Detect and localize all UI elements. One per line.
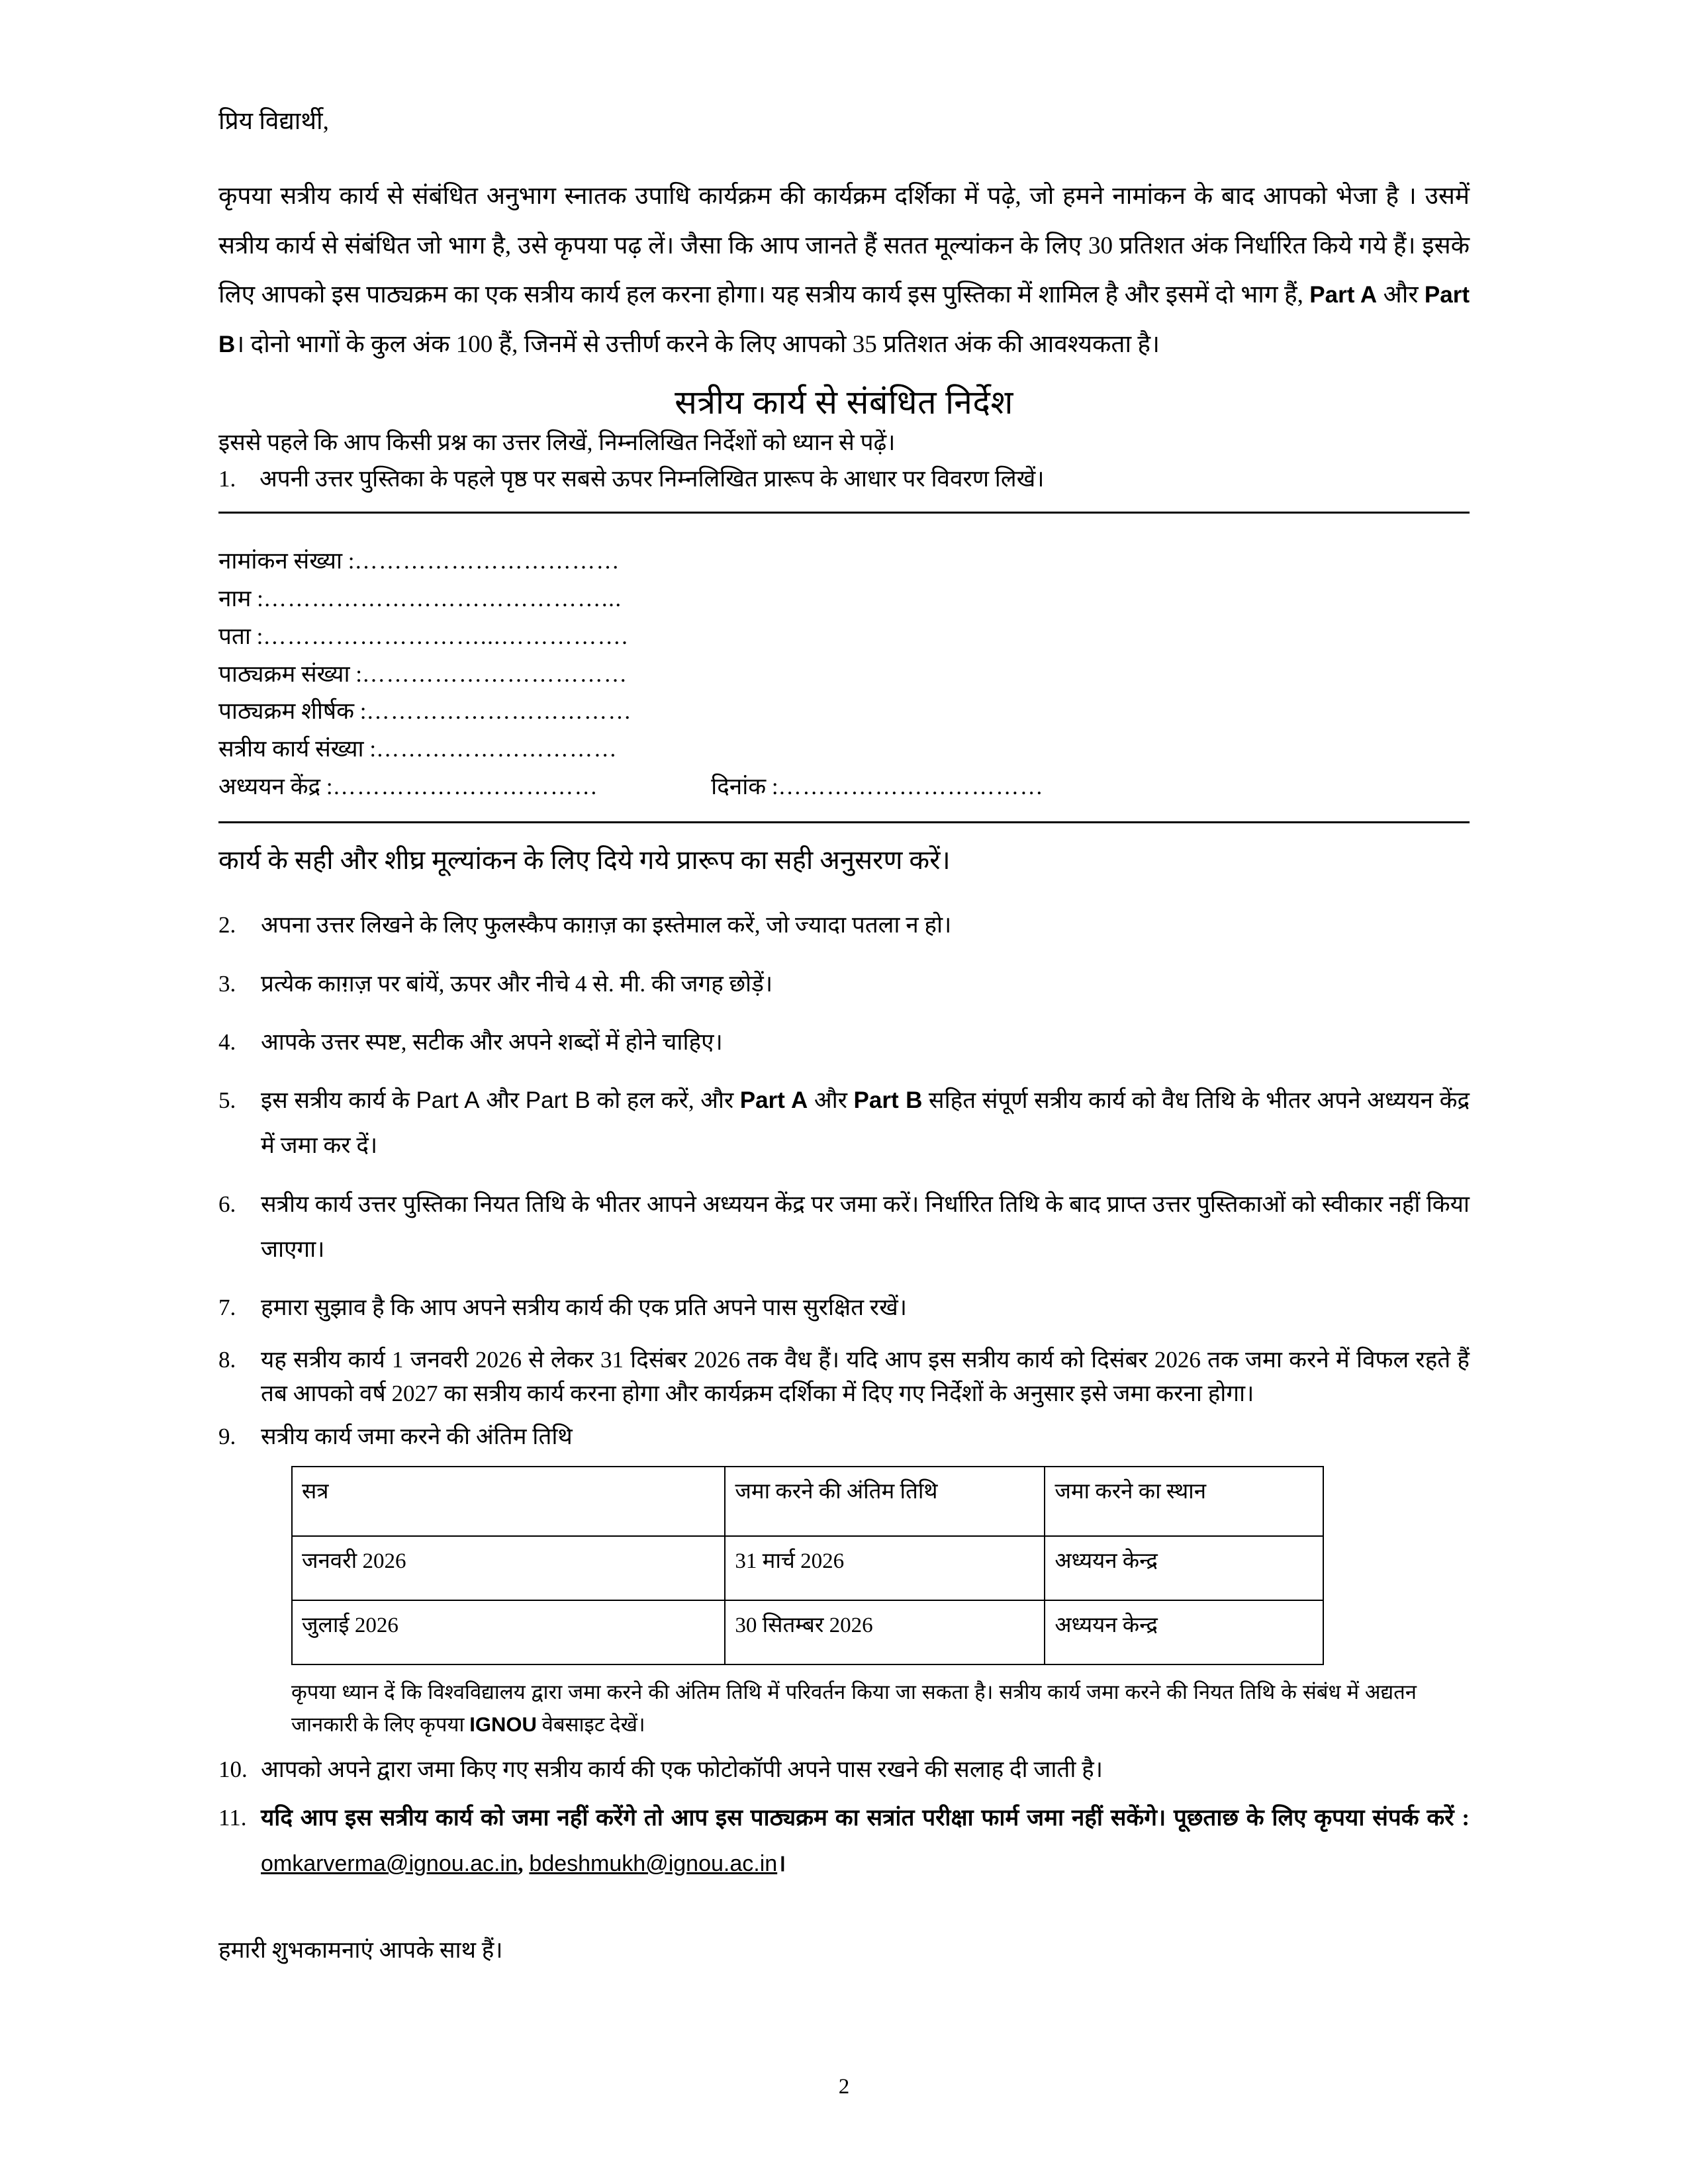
intro-text-tail: । दोनो भागों के कुल अंक 100 हैं, जिनमें से उत्तीर्ण करने के लिए आपको 35 प्रतिशत अंक की आवश्यकता है। (235, 331, 1160, 359)
cell-session: जनवरी 2026 (292, 1536, 725, 1600)
field-dotted-blank-date[interactable]: …………………………… (778, 773, 1045, 799)
instruction-item-11 (218, 1796, 1470, 1886)
instruction5-part-a-bold: Part A (739, 1087, 808, 1113)
lead-instruction-line: इससे पहले कि आप किसी प्रश्न का उत्तर लिखें, निम्नलिखित निर्देशों को ध्यान से पढ़ें। (218, 429, 896, 455)
form-row-name (218, 580, 1470, 618)
page-number: 2 (838, 2075, 850, 2099)
instruction5-part-a-light: Part A (416, 1087, 480, 1113)
instruction-text: सत्रीय कार्य उत्तर पुस्तिका नियत तिथि के भीतर आपने अध्ययन केंद्र पर जमा करें। निर्धारित तिथि के बाद प्राप्त उत्तर पुस्तिकाओं को स्वीकार नहीं किया जाएगा। (261, 1191, 1470, 1262)
instruction-text: अपना उत्तर लिखने के लिए फुलस्कैप काग़ज़ का इस्तेमाल करें, जो ज्यादा पतला न हो। (261, 912, 952, 938)
instruction-text: अपनी उत्तर पुस्तिका के पहले पृष्ठ पर सबसे ऊपर निम्नलिखित प्रारूप के आधार पर विवरण लिखें। (259, 465, 1045, 492)
instruction-text: प्रत्येक काग़ज़ पर बांयें, ऊपर और नीचे 4 से. मी. की जगह छोड़ें। (261, 970, 773, 997)
instruction5-suffix: सहित संपूर्ण सत्रीय कार्य को वैध तिथि के भीतर अपने अध्ययन केंद्र में जमा कर दें। (261, 1087, 1470, 1159)
instruction-item-8 (218, 1343, 1470, 1411)
field-label: नामांकन संख्या : (218, 548, 355, 574)
form-row-enrolment-number (218, 543, 1470, 580)
field-dotted-blank-study-centre[interactable]: …………………………… (332, 773, 599, 799)
field-label: पाठ्यक्रम संख्या : (218, 660, 362, 687)
field-label-study-centre: अध्ययन केंद्र : (218, 773, 333, 799)
field-label: नाम : (218, 586, 263, 612)
instruction-number: 1. (218, 465, 236, 492)
instruction-text: आपको अपने द्वारा जमा किए गए सत्रीय कार्य की एक फोटोकॉपी अपने पास रखने की सलाह दी जाती है। (261, 1756, 1103, 1782)
instruction5-mid-1: और (479, 1087, 526, 1113)
intro-paragraph (218, 172, 1470, 370)
salutation: प्रिय विद्यार्थी, (218, 108, 329, 135)
field-label: पाठ्यक्रम शीर्षक : (218, 698, 367, 725)
follow-format-instruction: कार्य के सही और शीघ्र मूल्यांकन के लिए दिये गये प्रारूप का सही अनुसरण करें। (218, 845, 951, 876)
cell-last-date: 31 मार्च 2026 (725, 1536, 1045, 1600)
intro-part-a-label: Part A (1309, 282, 1378, 308)
instruction-text: आपके उत्तर स्पष्ट, सटीक और अपने शब्दों में होने चाहिए। (261, 1028, 723, 1055)
instruction-item-9 (218, 1420, 1470, 1454)
form-row-course-title (218, 693, 1470, 731)
field-dotted-blank[interactable]: ………………………… (376, 735, 618, 762)
form-row-course-code (218, 656, 1470, 694)
instruction-item-5 (218, 1078, 1470, 1169)
page-title: सत्रीय कार्य से संबंधित निर्देश (675, 383, 1013, 421)
instruction-item-10 (218, 1753, 1470, 1787)
form-row-study-centre-and-date (218, 768, 1470, 806)
table-header-place: जमा करने का स्थान (1045, 1467, 1323, 1536)
note-text-lead: कृपया ध्यान दें कि विश्वविद्यालय द्वारा जमा करने की अंतिम तिथि में परिवर्तन किया जा सकता है। सत्रीय कार्य जमा करने की नियत तिथि के संबंध में अद्यतन जानकारी के लिए कृपया (291, 1680, 1417, 1737)
instruction-item-4 (218, 1020, 1470, 1065)
instruction-number: 8. (218, 1347, 236, 1373)
contact-email-link-2[interactable]: bdeshmukh@ignou.ac.in (529, 1850, 778, 1876)
field-label: सत्रीय कार्य संख्या : (218, 735, 377, 762)
instruction-number: 5. (218, 1087, 236, 1113)
instruction-item-1 (218, 463, 1470, 496)
intro-part-b-label: Part B (218, 282, 1470, 358)
instruction11-suffix: । (777, 1850, 786, 1876)
instruction11-prefix: यदि आप इस सत्रीय कार्य को जमा नहीं करेंगे तो आप इस पाठ्यक्रम का सत्रांत परीक्षा फार्म जमा नहीं सकेंगे। पूछताछ के लिए कृपया संपर्क करें : (261, 1805, 1470, 1831)
table-header-last-date: जमा करने की अंतिम तिथि (725, 1467, 1045, 1536)
instruction-item-2 (218, 903, 1470, 948)
field-label-date: दिनांक : (711, 773, 778, 799)
instruction-item-3 (218, 962, 1470, 1007)
instruction5-prefix: इस सत्रीय कार्य के (261, 1087, 416, 1113)
submission-schedule-table (291, 1466, 1324, 1665)
table-header-session: सत्र (292, 1467, 725, 1536)
instruction5-mid-2: को हल करें, और (590, 1087, 740, 1113)
instruction-text (261, 1078, 1470, 1169)
ignou-label: IGNOU (469, 1713, 537, 1737)
field-dotted-blank[interactable]: …………………………… (362, 660, 628, 687)
instruction-text: सत्रीय कार्य जमा करने की अंतिम तिथि (261, 1423, 573, 1449)
schedule-table-note (291, 1676, 1417, 1741)
form-bottom-divider (218, 821, 1470, 823)
instruction-item-6 (218, 1182, 1470, 1273)
instruction-number: 7. (218, 1295, 236, 1320)
field-dotted-blank[interactable]: ……………………………………... (263, 586, 622, 612)
submission-schedule-table-wrapper (291, 1466, 1324, 1665)
cell-place: अध्ययन केन्द्र (1045, 1600, 1323, 1664)
cell-session: जुलाई 2026 (292, 1600, 725, 1664)
field-dotted-blank[interactable]: …………………………… (366, 698, 632, 725)
form-row-assignment-number (218, 731, 1470, 768)
instruction-text (261, 1796, 1470, 1886)
table-row (292, 1536, 1323, 1600)
student-detail-form (218, 543, 1470, 805)
instruction5-part-b-light: Part B (525, 1087, 590, 1113)
instruction5-part-b-bold: Part B (853, 1087, 923, 1113)
instruction-text: यह सत्रीय कार्य 1 जनवरी 2026 से लेकर 31 दिसंबर 2026 तक वैध हैं। यदि आप इस सत्रीय कार्य को दिसंबर 2026 तक जमा करने में विफल रहते हैं तब आपको वर्ष 2027 का सत्रीय कार्य करना होगा और कार्यक्रम दर्शिका में दिए गए निर्देशों के अनुसार इसे जमा करना होगा। (261, 1347, 1470, 1406)
instruction-number: 3. (218, 970, 236, 997)
intro-text-lead: कृपया सत्रीय कार्य से संबंधित अनुभाग स्नातक उपाधि कार्यक्रम की कार्यक्रम दर्शिका में पढ़े, जो हमने नामांकन के बाद आपको भेजा है । उसमें सत्रीय कार्य से संबंधित जो भाग है, उसे कृपया पढ़ लें। जैसा कि आप जानते हैं सतत मूल्यांकन के लिए 30 प्रतिशत अंक निर्धारित किये गये हैं। इसके लिए आपको इस पाठ्यक्रम का एक सत्रीय कार्य हल करना होगा। यह सत्रीय कार्य इस पुस्तिका में शामिल है और इसमें दो भाग हैं, (218, 183, 1470, 309)
table-header-row (292, 1467, 1323, 1536)
email-separator: , (517, 1850, 530, 1876)
instruction-number: 11. (218, 1805, 247, 1831)
closing-line: हमारी शुभकामनाएं आपके साथ हैं। (218, 1936, 503, 1963)
cell-last-date: 30 सितम्बर 2026 (725, 1600, 1045, 1664)
table-row (292, 1600, 1323, 1664)
field-dotted-blank[interactable]: ………………………...……………. (263, 623, 629, 649)
cell-place: अध्ययन केन्द्र (1045, 1536, 1323, 1600)
field-label: पता : (218, 623, 263, 649)
instruction-text: हमारा सुझाव है कि आप अपने सत्रीय कार्य की एक प्रति अपने पास सुरक्षित रखें। (261, 1295, 907, 1320)
instruction-number: 10. (218, 1756, 248, 1782)
note-text-tail: वेबसाइट देखें। (536, 1713, 645, 1737)
instruction-number: 2. (218, 912, 236, 938)
form-row-address (218, 618, 1470, 656)
instruction-number: 4. (218, 1028, 236, 1055)
instruction-number: 9. (218, 1423, 236, 1449)
intro-conjunction: और (1377, 281, 1425, 309)
form-top-divider (218, 512, 1470, 514)
field-dotted-blank[interactable]: …………………………… (354, 548, 621, 574)
instruction-number: 6. (218, 1191, 236, 1217)
instruction-item-7 (218, 1285, 1470, 1330)
contact-email-link-1[interactable]: omkarverma@ignou.ac.in (261, 1850, 518, 1876)
instruction5-mid-3: और (808, 1087, 854, 1113)
